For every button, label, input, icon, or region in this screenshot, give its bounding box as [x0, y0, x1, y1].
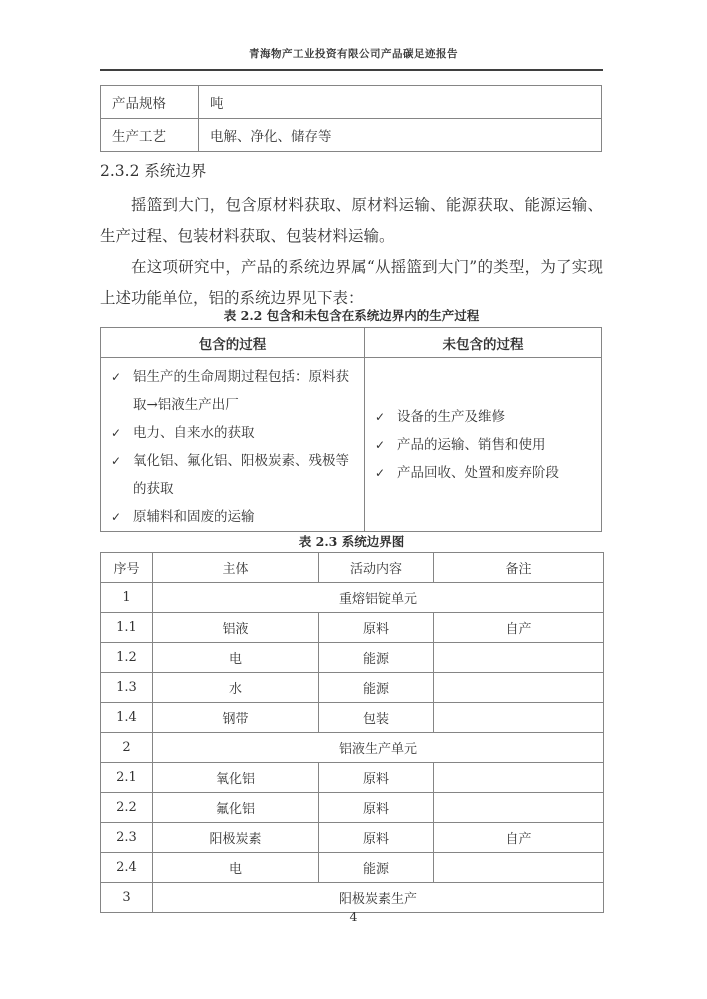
included-processes-cell — [101, 358, 365, 532]
table-row — [101, 119, 602, 152]
list-item-text: 原辅料和固废的运输 — [133, 509, 255, 525]
list-item-text: 电力、自来水的获取 — [133, 425, 255, 441]
system-boundary-process-table — [100, 327, 602, 532]
note-cell — [434, 643, 604, 673]
checkmark-icon: ✓ — [375, 409, 386, 424]
table-row — [101, 613, 604, 643]
table-row — [101, 823, 604, 853]
checkmark-icon: ✓ — [375, 437, 386, 452]
section-heading: 2.3.2 系统边界 — [100, 162, 207, 180]
table-row — [101, 763, 604, 793]
checkmark-icon: ✓ — [111, 426, 122, 440]
activity-cell: 能源 — [319, 673, 434, 703]
product-spec-table — [100, 85, 602, 152]
table-row — [101, 703, 604, 733]
subject-cell: 氟化铝 — [153, 793, 319, 823]
table-row — [101, 793, 604, 823]
column-header: 活动内容 — [319, 553, 434, 583]
spec-value: 吨 — [199, 86, 602, 119]
row-number: 1.3 — [101, 673, 153, 703]
header-rule — [100, 69, 603, 71]
row-number: 2.4 — [101, 853, 153, 883]
activity-cell: 能源 — [319, 643, 434, 673]
row-number: 1.4 — [101, 703, 153, 733]
table-row — [101, 853, 604, 883]
list-item-text: 设备的生产及维修 — [397, 408, 505, 425]
page-number: 4 — [349, 909, 358, 924]
list-item-text: 产品的运输、销售和使用 — [397, 436, 546, 453]
system-boundary-diagram-table — [100, 552, 604, 913]
table-row-merged — [101, 733, 604, 763]
subject-cell: 阳极炭素 — [153, 823, 319, 853]
row-number: 2.2 — [101, 793, 153, 823]
paragraph: 摇篮到大门，包含原材料获取、原材料运输、能源获取、能源运输、生产过程、包装材料获取、包装材料运输。 — [100, 196, 603, 245]
table-row — [101, 86, 602, 119]
note-cell — [434, 673, 604, 703]
subject-cell: 铝液 — [153, 613, 319, 643]
checkmark-icon: ✓ — [111, 370, 122, 384]
row-number: 2.1 — [101, 763, 153, 793]
list-item — [101, 447, 358, 503]
checkmark-icon: ✓ — [111, 454, 122, 468]
subject-cell: 电 — [153, 853, 319, 883]
table-row-merged — [101, 583, 604, 613]
list-item — [365, 459, 595, 487]
merged-unit-cell: 重熔铝锭单元 — [153, 583, 604, 613]
note-cell — [434, 703, 604, 733]
excluded-processes-cell — [365, 358, 602, 532]
spec-label: 生产工艺 — [101, 119, 199, 152]
list-item-text: 氧化铝、氟化铝、阳极炭素、残极等的获取 — [133, 453, 349, 497]
paragraph: 在这项研究中，产品的系统边界属“从摇篮到大门”的类型，为了实现上述功能单位，铝的系统边界见下表： — [100, 258, 603, 307]
subject-cell: 电 — [153, 643, 319, 673]
activity-cell: 原料 — [319, 793, 434, 823]
row-number: 1 — [101, 583, 153, 613]
list-item-text: 产品回收、处置和废弃阶段 — [397, 464, 559, 481]
table-header-row — [101, 328, 602, 358]
subject-cell: 氧化铝 — [153, 763, 319, 793]
body-paragraphs — [100, 190, 603, 314]
note-cell: 自产 — [434, 613, 604, 643]
activity-cell: 原料 — [319, 763, 434, 793]
table-2-2-caption: 表 2.2 包含和未包含在系统边界内的生产过程 — [223, 308, 480, 323]
column-header-included: 包含的过程 — [101, 328, 365, 358]
list-item — [101, 363, 358, 419]
row-number: 3 — [101, 883, 153, 913]
list-item — [101, 503, 358, 531]
table-header-row — [101, 553, 604, 583]
row-number: 1.1 — [101, 613, 153, 643]
spec-value: 电解、净化、储存等 — [199, 119, 602, 152]
activity-cell: 包装 — [319, 703, 434, 733]
table-row — [101, 643, 604, 673]
column-header: 主体 — [153, 553, 319, 583]
checkmark-icon: ✓ — [375, 465, 386, 480]
subject-cell: 水 — [153, 673, 319, 703]
merged-unit-cell: 铝液生产单元 — [153, 733, 604, 763]
note-cell — [434, 853, 604, 883]
column-header-excluded: 未包含的过程 — [365, 328, 602, 358]
table-row — [101, 673, 604, 703]
table-row — [101, 358, 602, 532]
note-cell: 自产 — [434, 823, 604, 853]
row-number: 2 — [101, 733, 153, 763]
row-number: 1.2 — [101, 643, 153, 673]
row-number: 2.3 — [101, 823, 153, 853]
list-item — [365, 403, 595, 431]
subject-cell: 钢带 — [153, 703, 319, 733]
spec-label: 产品规格 — [101, 86, 199, 119]
merged-unit-cell: 阳极炭素生产 — [153, 883, 604, 913]
activity-cell: 原料 — [319, 823, 434, 853]
table-2-3-caption: 表 2.3 系统边界图 — [298, 534, 405, 549]
list-item-text: 铝生产的生命周期过程包括：原料获取→铝液生产出厂 — [133, 369, 349, 413]
activity-cell: 原料 — [319, 613, 434, 643]
page-header-title: 青海物产工业投资有限公司产品碳足迹报告 — [249, 48, 458, 60]
column-header: 序号 — [101, 553, 153, 583]
list-item — [101, 419, 358, 447]
column-header: 备注 — [434, 553, 604, 583]
checkmark-icon: ✓ — [111, 510, 122, 524]
activity-cell: 能源 — [319, 853, 434, 883]
note-cell — [434, 763, 604, 793]
note-cell — [434, 793, 604, 823]
table-row-merged — [101, 883, 604, 913]
list-item — [365, 431, 595, 459]
